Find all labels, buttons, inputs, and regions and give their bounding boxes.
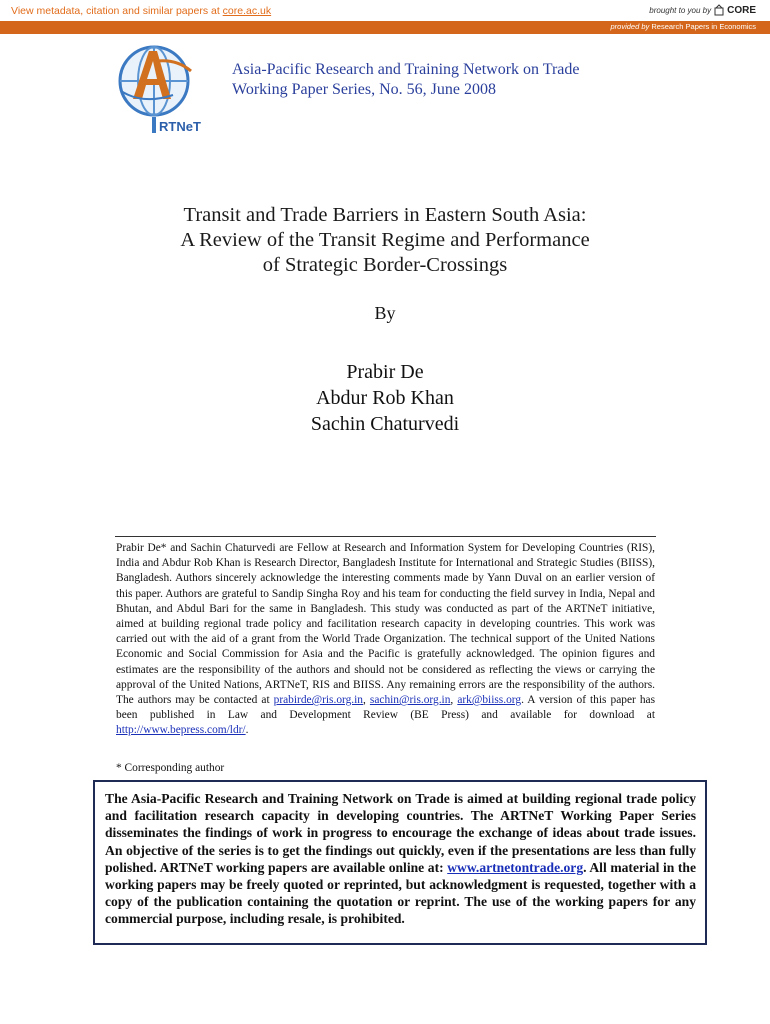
core-banner: [0, 0, 770, 21]
footnote-text-2: . A version of this paper has been published in Law and Development Review (BE Press) and available for download at: [116, 694, 656, 722]
separator: ,: [450, 694, 458, 707]
title-line-2: A Review of the Transit Regime and Performance: [180, 229, 590, 251]
disclaimer-text-1: The Asia-Pacific Research and Training Network on Trade is aimed at building regional trade policy and facilitation research capacity in developing countries. The ARTNeT Working Paper Series disseminates the findings of work in progress to encourage the exchange of ideas about trade issues. An objective of the series is to get the findings out quickly, even if the presentations are less than fully polished. ARTNeT working papers are available online at:: [105, 791, 696, 875]
working-paper-series: [232, 60, 580, 100]
core-brought-by: [649, 4, 756, 16]
by-label: By: [374, 303, 396, 323]
author-footnote: [116, 541, 655, 739]
author-list: [0, 359, 770, 437]
author-name: Sachin Chaturvedi: [310, 413, 460, 435]
series-line-2: Working Paper Series, No. 56, June 2008: [232, 81, 497, 98]
core-logo-icon: [714, 4, 724, 16]
separator: ,: [363, 694, 370, 707]
brought-by-label: brought to you by: [649, 5, 712, 15]
core-metadata-link[interactable]: [11, 5, 271, 17]
artnet-globe-icon: [113, 41, 221, 135]
disclaimer-text-2: . All material in the working papers may be freely quoted or reprinted, but acknowledgment is requested, together with a copy of the publication containing the quotation or reprint. The use of the working papers for any commercial purpose, including resale, is prohibited.: [105, 859, 696, 927]
core-link-text: View metadata, citation and similar papers at: [11, 5, 223, 17]
provider-name: Research Papers in Economics: [649, 22, 756, 31]
email-link[interactable]: ark@biiss.org: [457, 694, 522, 707]
svg-text:RTNeT: RTNeT: [159, 119, 201, 134]
email-link[interactable]: sachin@ris.org.in: [369, 694, 451, 707]
footnote-text: Prabir De* and Sachin Chaturvedi are Fellow at Research and Information System for Developing Countries (RIS), India and Abdur Rob Khan is Research Director, Bangladesh Institute for International and Strategic Studies (BIISS), Bangladesh. Authors sincerely acknowledge the interesting comments made by Yann Duval on an earlier version of this paper. Authors are grateful to Sandip Singha Roy and his team for conducting the field survey in India, Nepal and Bhutan, and Abdul Bari for the same in Bangladesh. This study was conducted as part of the ARTNeT initiative, aimed at building regional trade policy and facilitation research capacity in developing countries. This work was carried out with the aid of a grant from the World Trade Organization. The technical support of the United Nations Economic and Social Commission for Asia and the Pacific is gratefully acknowledged. The opinion figures and estimates are the responsibility of the authors and should not be considered as reflecting the views or carrying the approval of the United Nations, ARTNeT, RIS and BIISS. Any remaining errors are the responsibility of the authors. The authors may be contacted at: [116, 542, 655, 707]
core-provider-bar: [0, 21, 770, 34]
author-name: Abdur Rob Khan: [316, 387, 454, 409]
artnet-logo: [113, 41, 221, 135]
paper-title: [0, 203, 770, 278]
footnote-end: .: [245, 724, 249, 737]
series-line-1: Asia-Pacific Research and Training Network on Trade: [232, 61, 580, 78]
core-link-site[interactable]: core.ac.uk: [222, 5, 272, 17]
disclaimer-text: [105, 790, 696, 928]
artnet-disclaimer-box: [93, 780, 707, 945]
corresponding-author-note: * Corresponding author: [116, 762, 225, 774]
footnote-rule: [115, 536, 656, 537]
title-line-1: Transit and Trade Barriers in Eastern South Asia:: [183, 204, 587, 226]
bepress-link[interactable]: http://www.bepress.com/ldr/: [116, 724, 246, 737]
email-link[interactable]: prabirde@ris.org.in: [273, 694, 364, 707]
artnet-website-link[interactable]: www.artnetontrade.org: [447, 859, 584, 875]
provided-by-label: provided by: [610, 22, 650, 31]
title-line-3: of Strategic Border-Crossings: [262, 254, 508, 276]
core-provided-by[interactable]: [611, 22, 757, 31]
author-name: Prabir De: [346, 361, 424, 383]
core-logo-text[interactable]: CORE: [727, 4, 756, 16]
